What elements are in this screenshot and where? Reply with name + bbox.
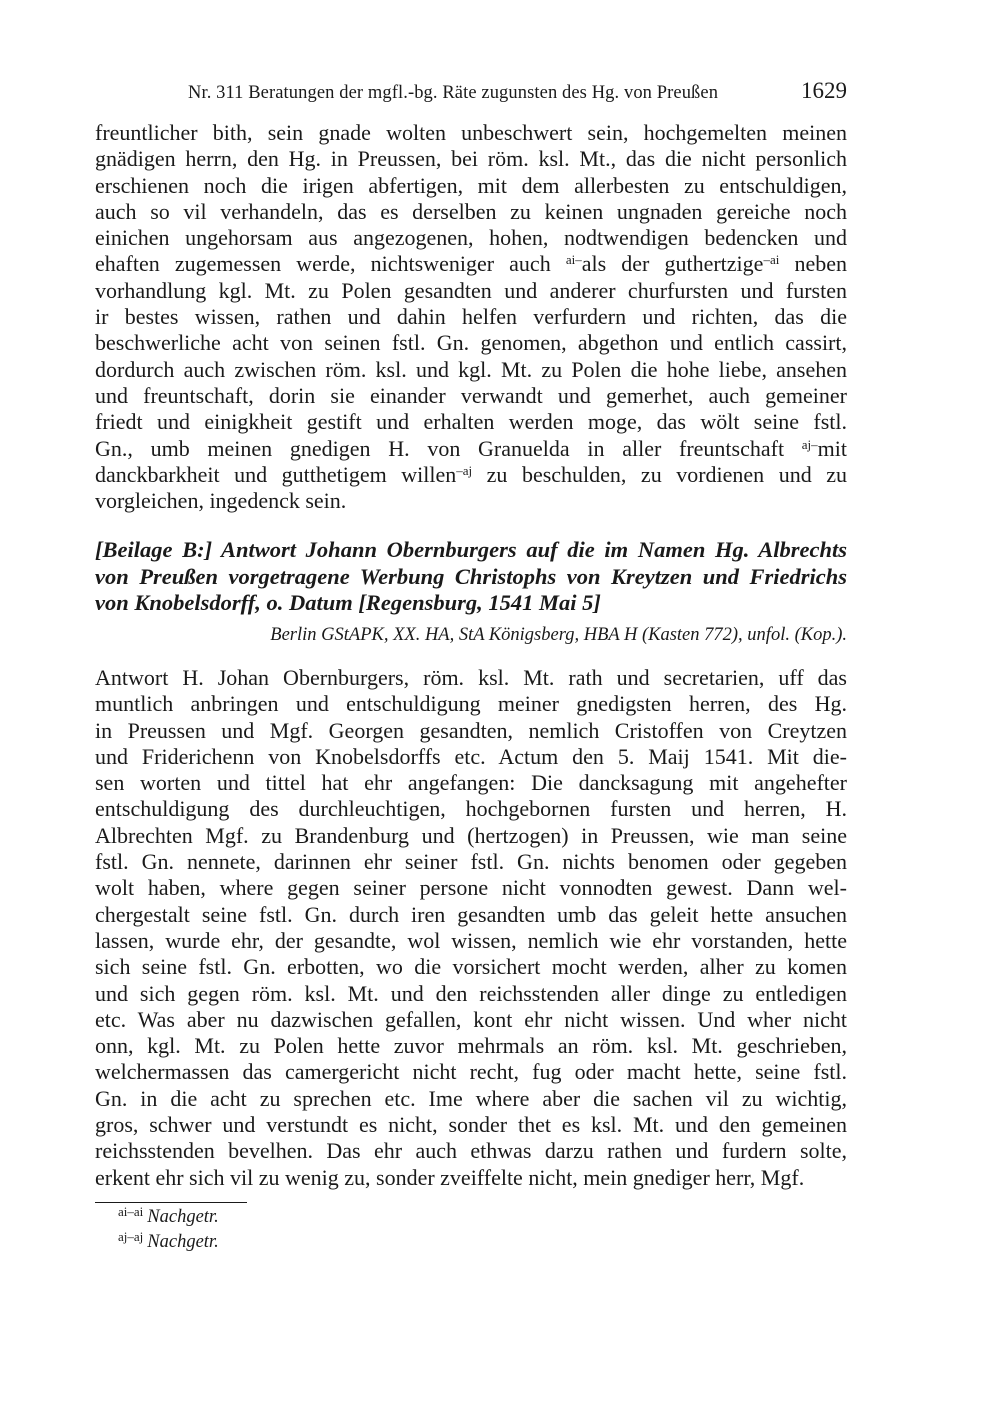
text-line: gnädigen herrn, den Hg. in Preussen, bei röm. ksl. Mt., das die nicht personlich — [95, 146, 847, 172]
text-line: Antwort H. Johan Obernburgers, röm. ksl. Mt. rath und secretarien, uff das — [95, 665, 847, 690]
text-line: sich seine fstl. Gn. erbotten, wo die vorsichert mocht werden, alher zu komen — [95, 954, 847, 980]
text-line: in Preussen und Mgf. Georgen gesandten, nemlich Cristoffen von Creytzen — [95, 717, 847, 743]
text-line: lassen, wurde ehr, der gesandte, wol wissen, nemlich wie ehr vorstanden, hette — [95, 927, 847, 953]
text-line: vorhandlung kgl. Mt. zu Polen gesandten und anderer churfursten und fursten — [95, 277, 847, 303]
running-head-title: Nr. 311 Beratungen der mgfl.-bg. Räte zugunsten des Hg. von Preußen — [188, 83, 719, 103]
text-line: beschwerliche acht von seinen fstl. Gn. genomen, abgethon und entlich cassirt, — [95, 330, 847, 356]
text-line: wolt haben, where gegen seiner persone nicht vonnodten gewest. Dann wel- — [95, 875, 847, 901]
text-line: und freuntschaft, dorin sie einander verwandt und gemerhet, auch gemeiner — [95, 382, 847, 408]
heading-line: von Preußen vorgetragene Werbung Christophs von Kreytzen und Friedrichs — [95, 563, 847, 589]
text-line: welchermassen das camergericht nicht recht, fug oder macht hette, seine fstl. — [95, 1059, 847, 1085]
text-line: sen worten und tittel hat ehr angefangen: Die dancksagung mit angehefter — [95, 770, 847, 796]
text-line: vorgleichen, ingedenck sein. — [95, 488, 347, 514]
footnote-1 — [118, 1204, 219, 1228]
text-line: Gn. in die acht zu sprechen etc. Ime where aber die sachen vil zu wichtig, — [95, 1085, 847, 1111]
text-line: gros, schwer und verstundt es nicht, sonder thet es ksl. Mt. und den gemeinen — [95, 1112, 847, 1138]
footnote-text: Nachgetr. — [147, 1232, 219, 1252]
text-line: reichsstenden bevelhen. Das ehr auch ethwas darzu rathen und furdern solte, — [95, 1138, 847, 1164]
text-line: ehaften zugemessen werde, nichtsweniger auch $^{ai-}$als der guthertzige$^{-ai}$ neben — [95, 251, 847, 277]
footnote-2 — [118, 1229, 219, 1253]
heading-line: [Beilage B:] Antwort Johann Obernburgers auf die im Namen Hg. Albrechts — [95, 537, 847, 562]
source-citation: Berlin GStAPK, XX. HA, StA Königsberg, HBA H (Kasten 772), unfol. (Kop.). — [270, 625, 847, 645]
text-line: und Friderichenn von Knobelsdorffs etc. Actum den 5. Maij 1541. Mit die- — [95, 743, 847, 769]
body-paragraph-1 — [95, 120, 847, 514]
text-line: Albrechten Mgf. zu Brandenburg und (hertzogen) in Preussen, wie man seine — [95, 822, 847, 848]
text-line: friedt und einigkheit gestift und erhalten werden moge, das wölt seine fstl. — [95, 409, 847, 435]
text-line: fstl. Gn. nennete, darinnen ehr seiner fstl. Gn. nichts benomen oder gegeben — [95, 849, 847, 875]
text-line: freuntlicher bith, sein gnade wolten unbeschwert sein, hochgemelten meinen — [95, 120, 847, 145]
document-heading — [95, 537, 847, 617]
footnote-mark: ai–ai — [118, 1204, 144, 1219]
footnote-ref: –aj — [456, 462, 473, 478]
footnote-ref: aj– — [801, 436, 818, 452]
text-line: muntlich anbringen und entschuldigung meiner gnedigsten herren, des Hg. — [95, 691, 847, 717]
footnote-ref: ai– — [565, 252, 582, 268]
heading-line: von Knobelsdorff, o. Datum [Regensburg, 1541 Mai 5] — [95, 590, 601, 616]
text-line: einichen ungehorsam aus angezogenen, hohen, nodtwendigen bedencken und — [95, 225, 847, 251]
footnote-mark: aj–aj — [118, 1229, 144, 1244]
text-line: auch so vil verhandeln, das es derselben zu keinen ungnaden gereiche noch — [95, 198, 847, 224]
body-paragraph-2 — [95, 665, 847, 1191]
text-line: etc. Was aber nu dazwischen gefallen, kont ehr nicht wissen. Und wher nicht — [95, 1006, 847, 1032]
text-line: chergestalt seine fstl. Gn. durch iren gesandten umb das geleit hette ansuchen — [95, 901, 847, 927]
footnote-rule — [95, 1202, 247, 1203]
page-number: 1629 — [801, 78, 847, 103]
text-line: onn, kgl. Mt. zu Polen hette zuvor mehrmals an röm. ksl. Mt. geschrieben, — [95, 1033, 847, 1059]
text-line: ir bestes wissen, rathen und dahin helfen verfurdern und richten, das die — [95, 304, 847, 330]
text-line: und sich gegen röm. ksl. Mt. und den reichsstenden aller dinge zu entledigen — [95, 980, 847, 1006]
text-line: danckbarkheit und gutthetigem willen$^{-aj}$ zu beschulden, zu vordienen und zu — [95, 461, 847, 487]
text-line: erschienen noch die irigen abfertigen, mit dem allerbesten zu entschuldigen, — [95, 172, 847, 198]
footnote-text: Nachgetr. — [147, 1207, 219, 1227]
text-line: erkent ehr sich vil zu wenig zu, sonder zveiffelte nicht, mein gnediger herr, Mgf. — [95, 1164, 805, 1190]
text-line: dordurch auch zwischen röm. ksl. und kgl. Mt. zu Polen die hohe liebe, ansehen — [95, 356, 847, 382]
text-line: entschuldigung des durchleuchtigen, hochgebornen fursten und herren, H. — [95, 796, 847, 822]
running-head — [95, 78, 847, 110]
text-line: Gn., umb meinen gnedigen H. von Granuelda in aller freuntschaft $^{aj-}$mit — [95, 435, 847, 461]
footnote-ref: –ai — [763, 252, 780, 268]
